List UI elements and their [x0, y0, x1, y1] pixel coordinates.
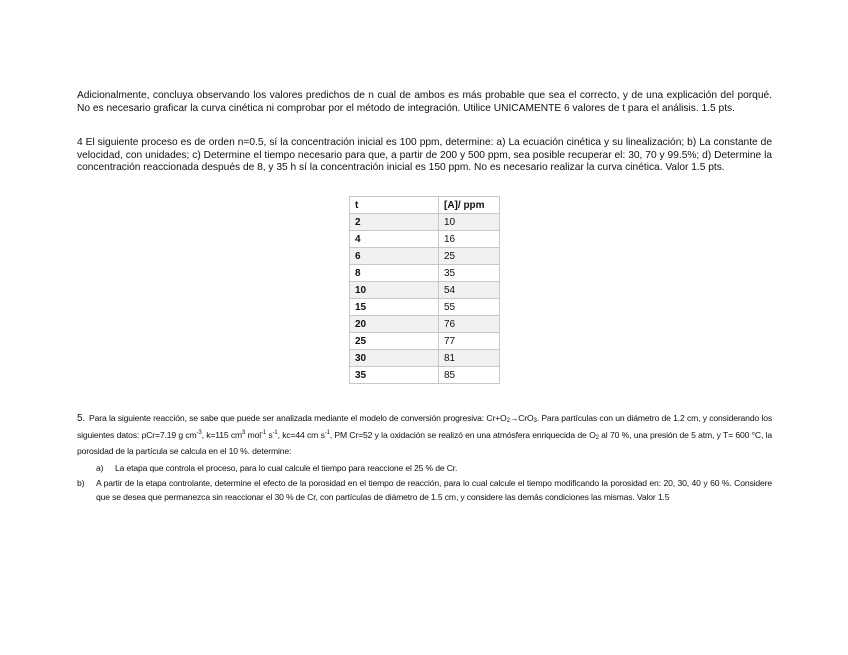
problem-number: 5.	[77, 413, 86, 424]
cell-concentration: 25	[439, 248, 500, 265]
cell-time: 4	[350, 231, 439, 248]
cell-concentration: 77	[439, 333, 500, 350]
list-text-b: A partir de la etapa controlante, determine el efecto de la porosidad en el tiempo de reacción, para lo cual calcule el tiempo modificando la porosidad en: 20, 30, 40 y 60 %. Considere que se desea que permanezca sin reaccionar el 30 % de Cr, con partículas de diámetro de 1.5 cm, y considere las demás condiciones las mismas. Valor 1.5	[96, 478, 772, 502]
cell-concentration: 10	[439, 214, 500, 231]
cell-concentration: 81	[439, 350, 500, 367]
paragraph-conclusion: Adicionalmente, concluya observando los valores predichos de n cual de ambos es más probable que sea el correcto, y de una explicación del porqué. No es necesario graficar la curva cinética ni comprobar por el método de integración. Utilice UNICAMENTE 6 valores de t para el análisis. 1.5 pts.	[77, 90, 772, 114]
cell-concentration: 55	[439, 299, 500, 316]
table-row	[350, 231, 500, 248]
header-time: t	[350, 197, 439, 214]
paragraph-problem-5: 5. Para la siguiente reacción, se sabe que puede ser analizada mediante el modelo de conversión progresiva: Cr+O2→CrO3. Para partículas con un diámetro de 1.2 cm, y considerando los siguientes datos: ρCr=7.19 g $cm^{-3}$, k=115 $cm^3$ mol$^{-1}$ $s^{-1}$, kc=44 cm $s^{-1}$, PM Cr=52 y la oxidación se realizó en una atmósfera enriquecida de O2 al 70 %, una presión de 5 atm, y T= 600 °C, la porosidad de la partícula se calcula en el 10 %. determine:	[77, 413, 772, 456]
paragraph-problem-4: 4 El siguiente proceso es de orden n=0.5, sí la concentración inicial es 100 ppm, determine: a) La ecuación cinética y su linealización; b) La constante de velocidad, con unidades; c) Determine el tiempo necesario para que, a partir de 200 y 500 ppm, sea posible recuperar el: 30, 70 y 99.5%; d) Determine la concentración reaccionada después de 8, y 35 h sí la concentración inicial es 150 ppm. No es necesario realizar la curva cinética. Valor 1.5 pts.	[77, 137, 772, 174]
cell-time: 15	[350, 299, 439, 316]
table-row	[350, 350, 500, 367]
table-row	[350, 248, 500, 265]
cell-time: 35	[350, 367, 439, 384]
cell-concentration: 54	[439, 282, 500, 299]
cell-time: 25	[350, 333, 439, 350]
list-text-a: La etapa que controla el proceso, para lo cual calcule el tiempo para reaccione el 25 % de Cr.	[115, 463, 458, 473]
table-row	[350, 282, 500, 299]
table-row	[350, 299, 500, 316]
table-row	[350, 367, 500, 384]
cell-time: 8	[350, 265, 439, 282]
cell-concentration: 76	[439, 316, 500, 333]
table-row	[350, 265, 500, 282]
cell-concentration: 85	[439, 367, 500, 384]
list-item-b	[77, 477, 772, 521]
cell-time: 10	[350, 282, 439, 299]
table-row	[350, 333, 500, 350]
header-concentration: [A]/ ppm	[439, 197, 500, 214]
cell-concentration: 35	[439, 265, 500, 282]
cell-time: 30	[350, 350, 439, 367]
list-marker-a: a)	[96, 463, 104, 473]
arrow-icon: →	[509, 413, 519, 423]
table-header-row	[350, 197, 500, 214]
table-row	[350, 214, 500, 231]
cell-time: 20	[350, 316, 439, 333]
list-marker-b: b)	[77, 478, 85, 488]
kinetics-data-table	[349, 196, 500, 384]
table-row	[350, 316, 500, 333]
cell-time: 2	[350, 214, 439, 231]
cell-time: 6	[350, 248, 439, 265]
cell-concentration: 16	[439, 231, 500, 248]
